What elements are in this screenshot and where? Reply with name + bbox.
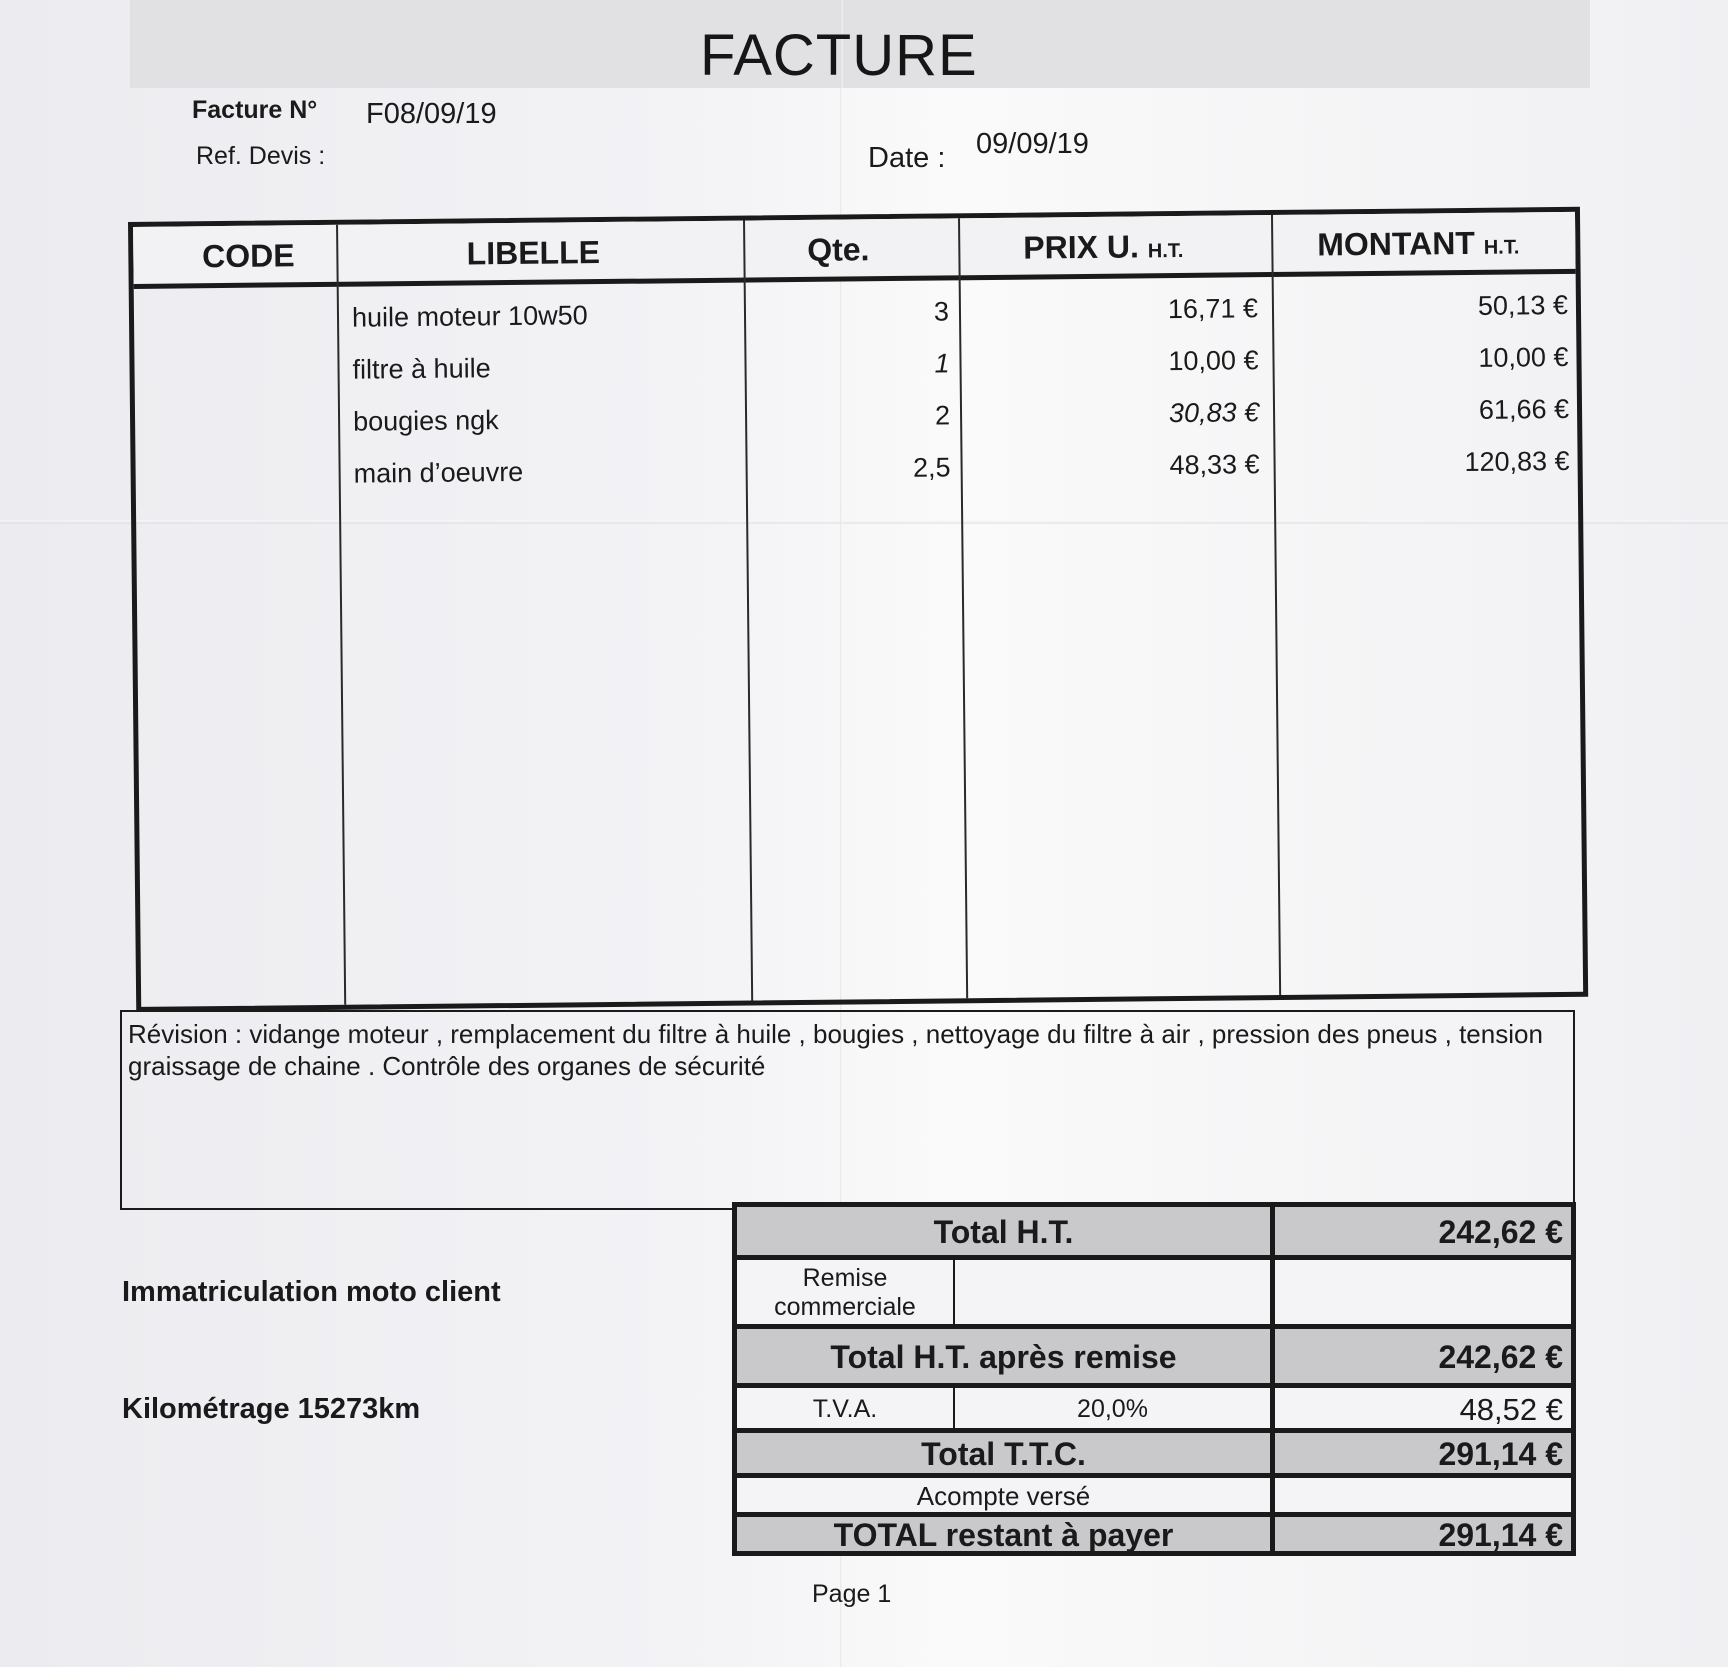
acompte-label: Acompte versé bbox=[916, 1481, 1091, 1511]
row-prix: 30,83 € bbox=[1168, 397, 1260, 429]
restant-value: 291,14 € bbox=[1438, 1517, 1563, 1553]
tva-row bbox=[737, 1388, 1571, 1428]
row-qte: 2 bbox=[934, 400, 951, 431]
col-header-code: CODE bbox=[201, 237, 295, 275]
after-remise-row bbox=[737, 1329, 1571, 1383]
remise-label-line1: Remise bbox=[802, 1264, 888, 1292]
tva-value: 48,52 € bbox=[1459, 1392, 1563, 1427]
remise-divider bbox=[953, 1260, 955, 1324]
ttc-label: Total T.T.C. bbox=[921, 1436, 1086, 1472]
after-remise-label: Total H.T. après remise bbox=[830, 1339, 1177, 1375]
row-montant: 50,13 € bbox=[1477, 289, 1569, 321]
col-header-prix-label: PRIX U. bbox=[1023, 228, 1140, 266]
row-libelle: filtre à huile bbox=[352, 353, 491, 385]
tva-label: T.V.A. bbox=[812, 1395, 878, 1423]
totals-value-divider bbox=[1270, 1207, 1275, 1551]
row-qte: 1 bbox=[934, 348, 950, 379]
remise-label-line2: commerciale bbox=[774, 1293, 916, 1321]
col-header-prix-suffix: H.T. bbox=[1147, 239, 1184, 263]
total-ht-label: Total H.T. bbox=[933, 1214, 1074, 1250]
restant-row bbox=[737, 1517, 1571, 1551]
col-header-libelle: LIBELLE bbox=[466, 234, 601, 272]
items-table-header bbox=[133, 212, 1576, 289]
tva-rate: 20,0% bbox=[1077, 1395, 1148, 1423]
acompte-row bbox=[737, 1478, 1571, 1512]
items-table bbox=[128, 207, 1588, 1012]
document-title: FACTURE bbox=[700, 23, 978, 88]
row-libelle: bougies ngk bbox=[352, 405, 499, 437]
col-header-montant-suffix: H.T. bbox=[1483, 236, 1520, 259]
page-number: Page 1 bbox=[812, 1580, 892, 1608]
row-qte: 2,5 bbox=[912, 452, 951, 483]
date-value: 09/09/19 bbox=[976, 128, 1089, 160]
ttc-value: 291,14 € bbox=[1438, 1436, 1563, 1472]
after-remise-value: 242,62 € bbox=[1438, 1339, 1563, 1375]
row-montant: 120,83 € bbox=[1464, 445, 1570, 478]
description-box bbox=[120, 1010, 1575, 1210]
col-header-prix bbox=[953, 227, 1253, 267]
invoice-number: F08/09/19 bbox=[366, 98, 497, 130]
col-header-qte: Qte. bbox=[807, 231, 870, 268]
total-ht-row bbox=[737, 1207, 1571, 1255]
row-montant: 61,66 € bbox=[1478, 393, 1570, 425]
row-prix: 48,33 € bbox=[1169, 449, 1260, 481]
registration-label: Immatriculation moto client bbox=[122, 1276, 501, 1308]
row-prix: 10,00 € bbox=[1168, 345, 1259, 377]
invoice-number-label: Facture N° bbox=[192, 96, 318, 124]
restant-label: TOTAL restant à payer bbox=[833, 1517, 1174, 1553]
date-label: Date : bbox=[868, 142, 946, 174]
col-header-montant bbox=[1263, 224, 1573, 264]
ttc-row bbox=[737, 1433, 1571, 1473]
mileage-label: Kilométrage 15273km bbox=[122, 1393, 421, 1425]
row-qte: 3 bbox=[933, 296, 950, 327]
remise-label bbox=[737, 1264, 953, 1322]
total-ht-value: 242,62 € bbox=[1438, 1214, 1563, 1250]
totals-table bbox=[732, 1202, 1576, 1556]
ref-devis-label: Ref. Devis : bbox=[196, 142, 326, 170]
remise-row bbox=[737, 1260, 1571, 1324]
service-description: Révision : vidange moteur , remplacement du filtre à huile , bougies , nettoyage du filtre à air , pression des pneus , tension graissage de chaine . Contrôle des organes de sécurité bbox=[128, 1019, 1543, 1081]
row-prix: 16,71 € bbox=[1167, 293, 1259, 325]
col-header-montant-label: MONTANT bbox=[1317, 224, 1476, 263]
row-libelle: main d’oeuvre bbox=[353, 456, 524, 489]
row-montant: 10,00 € bbox=[1478, 341, 1569, 373]
row-libelle: huile moteur 10w50 bbox=[351, 300, 588, 333]
